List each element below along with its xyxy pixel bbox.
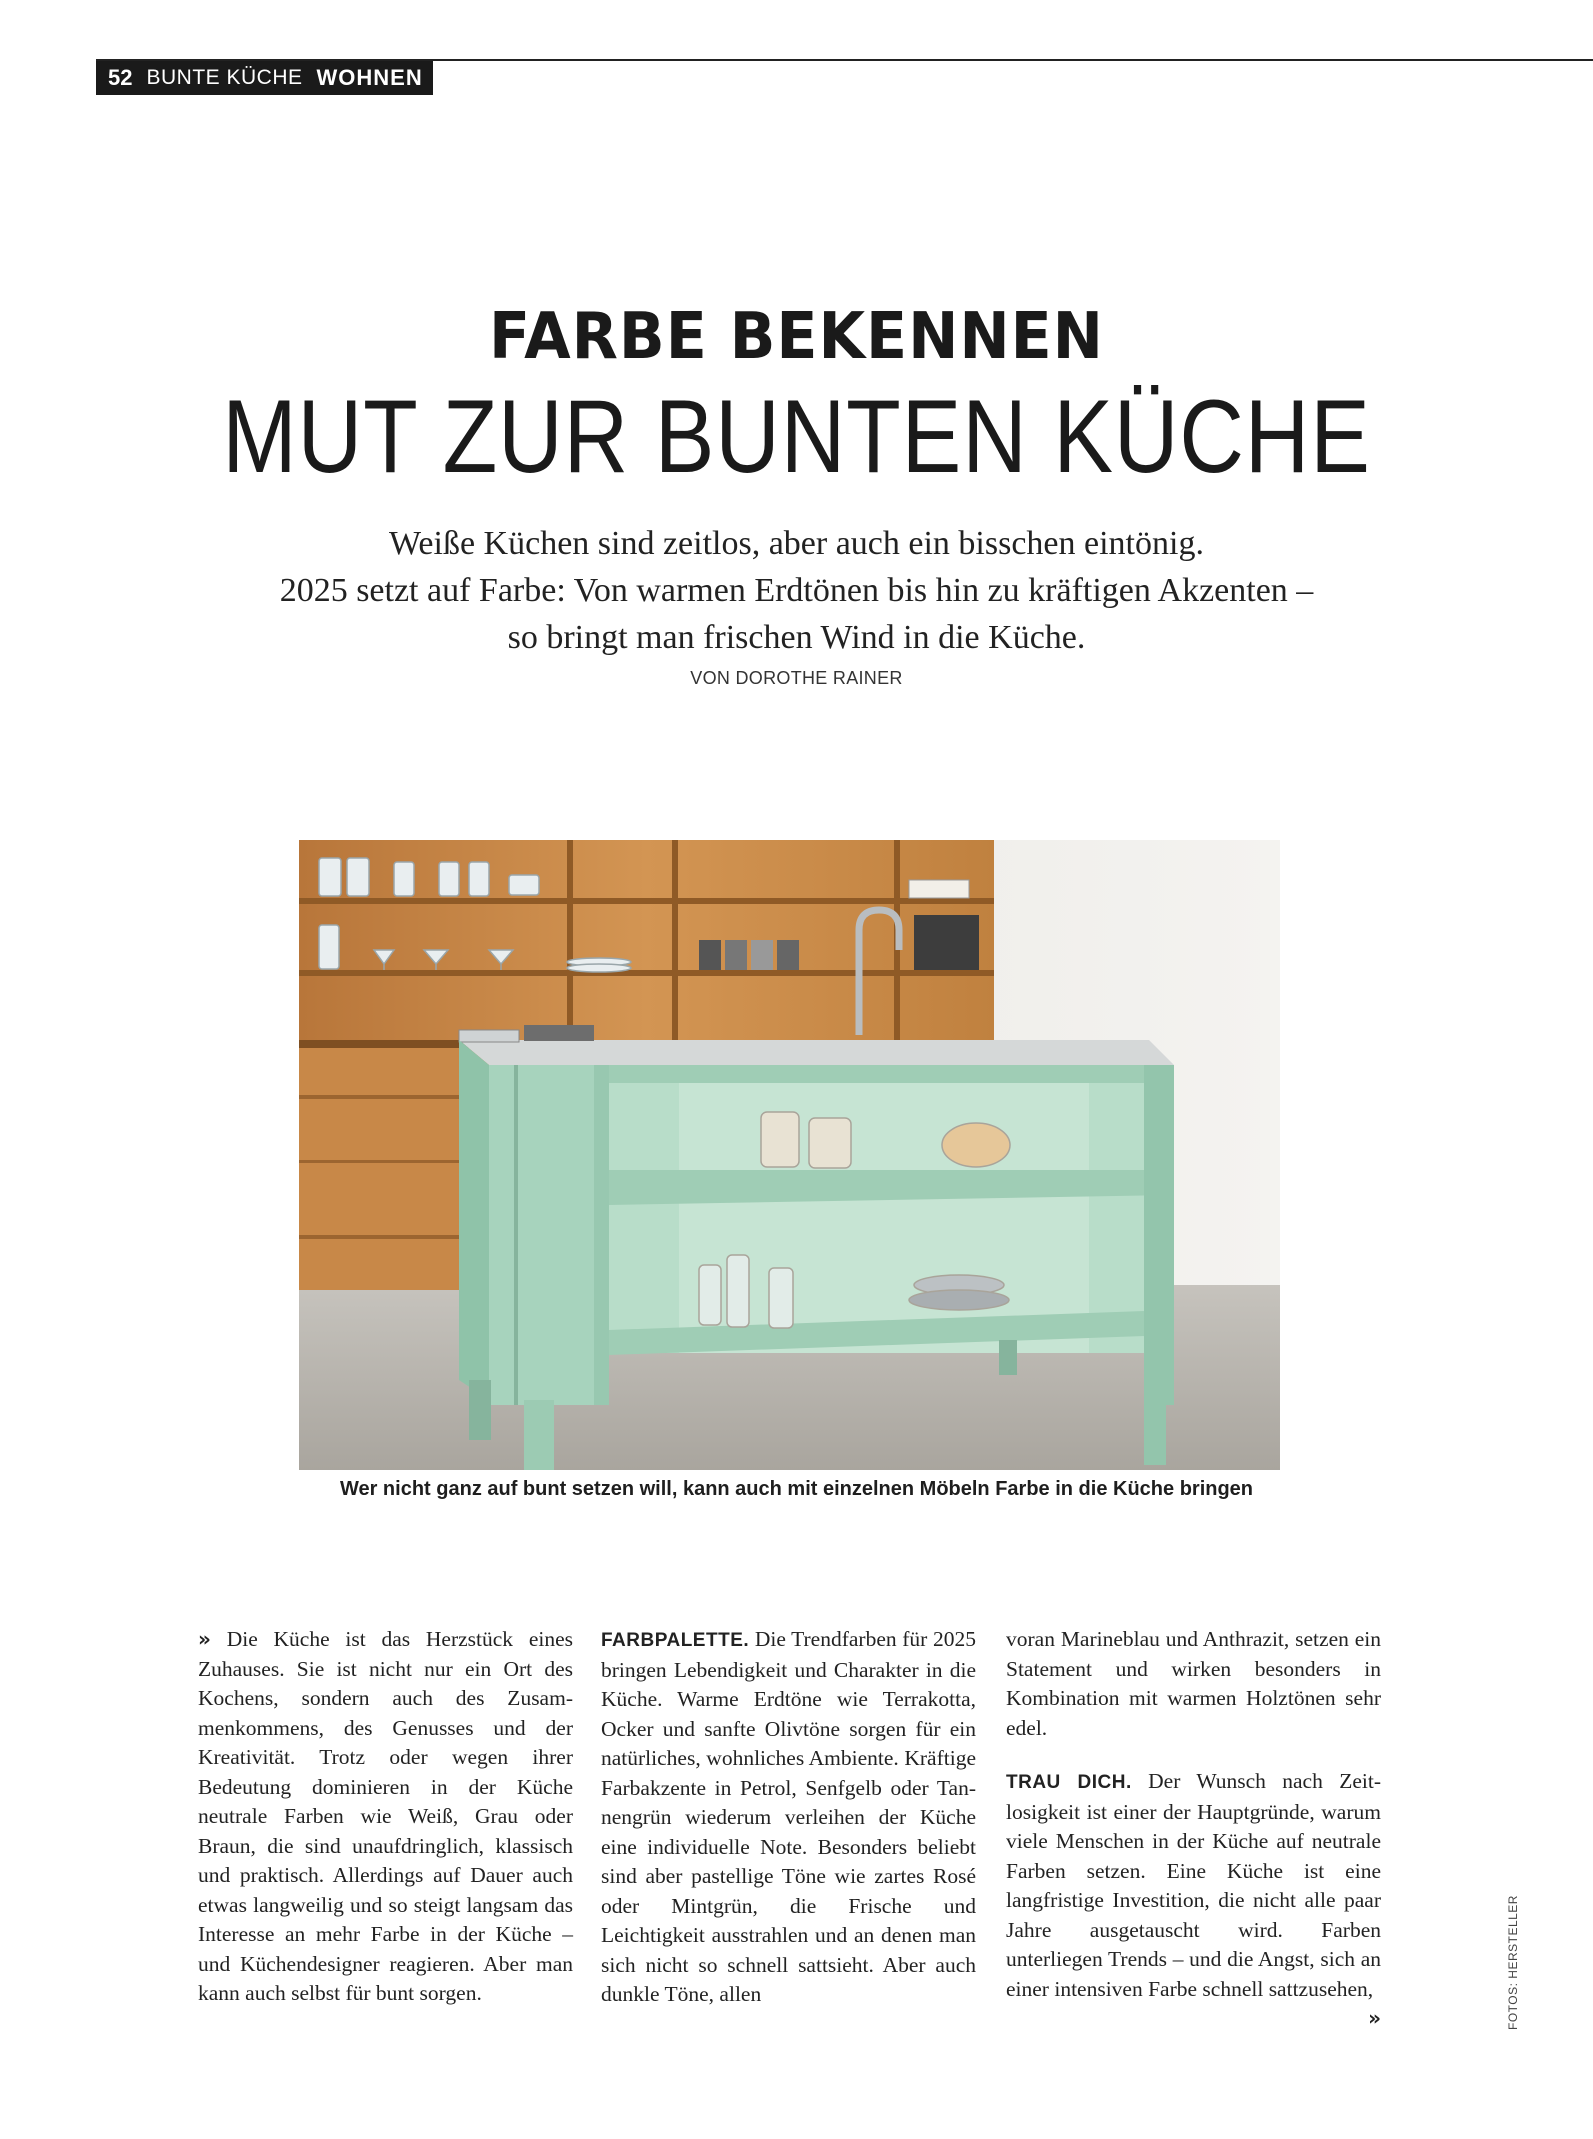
kitchen-photo (299, 840, 1280, 1470)
gas-hob (524, 1025, 594, 1041)
lead-line: Weiße Küchen sind zeitlos, aber auch ein bisschen eintönig. (389, 525, 1204, 562)
lead-line: 2025 setzt auf Farbe: Von warmen Erdtönen bis hin zu kräftigen Akzenten – (279, 572, 1314, 609)
article-kicker: FARBE BEKENNEN (489, 300, 1104, 374)
page-number: 52 (108, 65, 133, 90)
article-headline: MUT ZUR BUNTEN KÜCHE (222, 379, 1371, 495)
byline: VON DOROTHE RAINER (690, 668, 903, 688)
article-start-mark: » (198, 1627, 211, 1651)
body-text: Die Küche ist das Herzstück eines Zuhauses. Sie ist nicht nur ein Ort des Kochens, sondern auch des Zusammenkommens, des Genusses und der Kreativität. Trotz oder wegen ihrer Bedeutung dominieren in der Küche neutrale Farben wie Weiß, Grau oder Braun, die sind unaufdringlich, klassisch und praktisch. Allerdings auf Dauer auch etwas langweilig und so steigt langsam das Interesse an mehr Farbe in der Küche – und Küchendesigner reagieren. Aber man kann auch selbst für bunt sorgen. (198, 1627, 574, 2005)
body-column-3 (1006, 1625, 1381, 2034)
body-text: Der Wunsch nach Zeitlosigkeit ist einer der Hauptgründe, warum viele Menschen in der Küche auf neutrale Farben setzen. Eine Küche ist eine langfristige Investition, die nicht alle paar Jahre ausgetauscht wird. Farben unterliegen Trends – und die Angst, sich an einer intensiven Farbe schnell sattzusehen, (1006, 1769, 1382, 2001)
subhead-trau-dich: TRAU DICH. (1006, 1772, 1132, 1793)
category-label: WOHNEN (316, 65, 423, 90)
lead-line: so bringt man frischen Wind in die Küche. (507, 619, 1086, 656)
article-lead (200, 520, 1393, 661)
body-text: Die Trendfarben für 2025 bringen Lebendigkeit und Charakter in die Küche. Warme Erdtöne wie Terrakotta, Ocker und sanfte Olivtöne sorgen für ein natürliches, wohnliches Ambiente. Kräftige Farbakzente in Petrol, Senfgelb oder Tannengrün wiederum verleihen der Küche eine individuelle Note. Besonders beliebt sind aber pastellige Töne wie zartes Rosé oder Mintgrün, die Frische und Leichtigkeit ausstrahlen und an denen man sich nicht so schnell sattsieht. Aber auch dunkle Töne, allen (601, 1627, 976, 2006)
running-header (96, 61, 433, 95)
photo-credit: FOTOS: HERSTELLER (1506, 1895, 1520, 2030)
continue-mark: » (1368, 2006, 1381, 2030)
image-caption: Wer nicht ganz auf bunt setzen will, kann auch mit einzelnen Möbeln Farbe in die Küche bringen (339, 1478, 1254, 1500)
section-label: BUNTE KÜCHE (146, 66, 303, 89)
body-column-1 (198, 1625, 573, 2009)
body-text: voran Marineblau und Anthrazit, setzen ein Statement und wirken besonders in Kombination mit warmen Holztönen sehr edel. (1006, 1627, 1381, 1740)
body-column-2 (601, 1625, 976, 2010)
steel-worktop (459, 1040, 1174, 1065)
subhead-farbpalette: FARBPALETTE. (601, 1630, 750, 1651)
